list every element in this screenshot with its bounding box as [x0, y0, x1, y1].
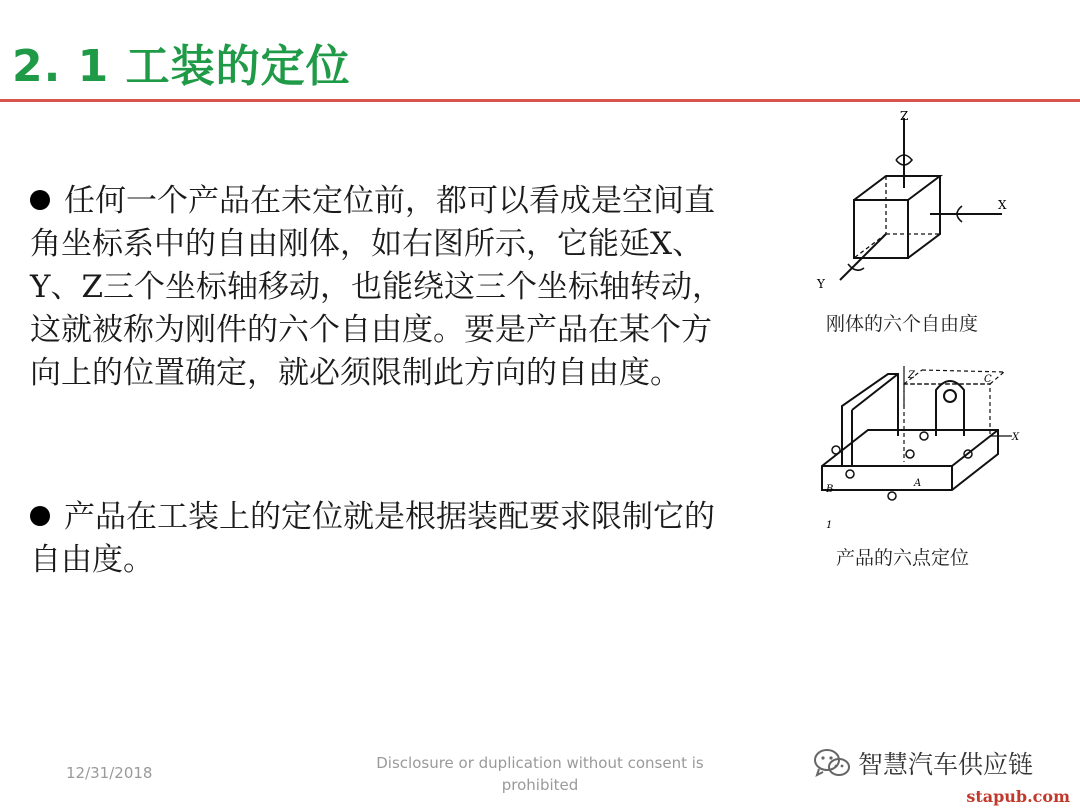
- bullet-item-1: [30, 180, 730, 395]
- footer-disclosure: Disclosure or duplication without consent is prohibited: [376, 754, 704, 794]
- axis-label-x: X: [998, 198, 1007, 212]
- title-divider: [0, 99, 1080, 102]
- six-point-locating-diagram: [812, 366, 1022, 536]
- point-label-c: C: [984, 374, 992, 385]
- footer-date: 12/31/2018: [66, 764, 153, 782]
- slide-title: 2. 1 工装的定位: [12, 41, 351, 92]
- point-label-a: A: [914, 478, 922, 489]
- bullet-dot-icon: [30, 190, 50, 210]
- site-watermark: stapub.com: [966, 787, 1070, 806]
- axis-label-y: Y: [817, 277, 825, 291]
- wechat-icon: [812, 747, 852, 779]
- brand-name: 智慧汽车供应链: [858, 750, 1034, 779]
- bullet-text-1: 任何一个产品在未定位前，都可以看成是空间直角坐标系中的自由刚体，如右图所示，它能延X、Y、Z三个坐标轴移动，也能绕这三个坐标轴转动，这就被称为刚件的六个自由度。要是产品在某个方向上的位置确定，就必须限制此方向的自由度。: [30, 183, 724, 391]
- watermark-brand: [812, 746, 1033, 780]
- figure-caption-dof: 刚体的六个自由度: [826, 313, 979, 335]
- figure-caption-six-point: 产品的六点定位: [836, 547, 970, 569]
- rigid-body-dof-diagram: [812, 108, 1022, 303]
- point-label-b: B: [826, 484, 834, 495]
- point-label-z: Z: [908, 370, 915, 381]
- bullet-dot-icon: [30, 506, 50, 526]
- bullet-text-2: 产品在工装上的定位就是根据装配要求限制它的自由度。: [30, 499, 715, 578]
- axis-label-z: Z: [900, 109, 909, 123]
- bullet-item-2: [30, 496, 730, 582]
- point-label-1: 1: [826, 520, 833, 531]
- point-label-x: X: [1012, 432, 1020, 443]
